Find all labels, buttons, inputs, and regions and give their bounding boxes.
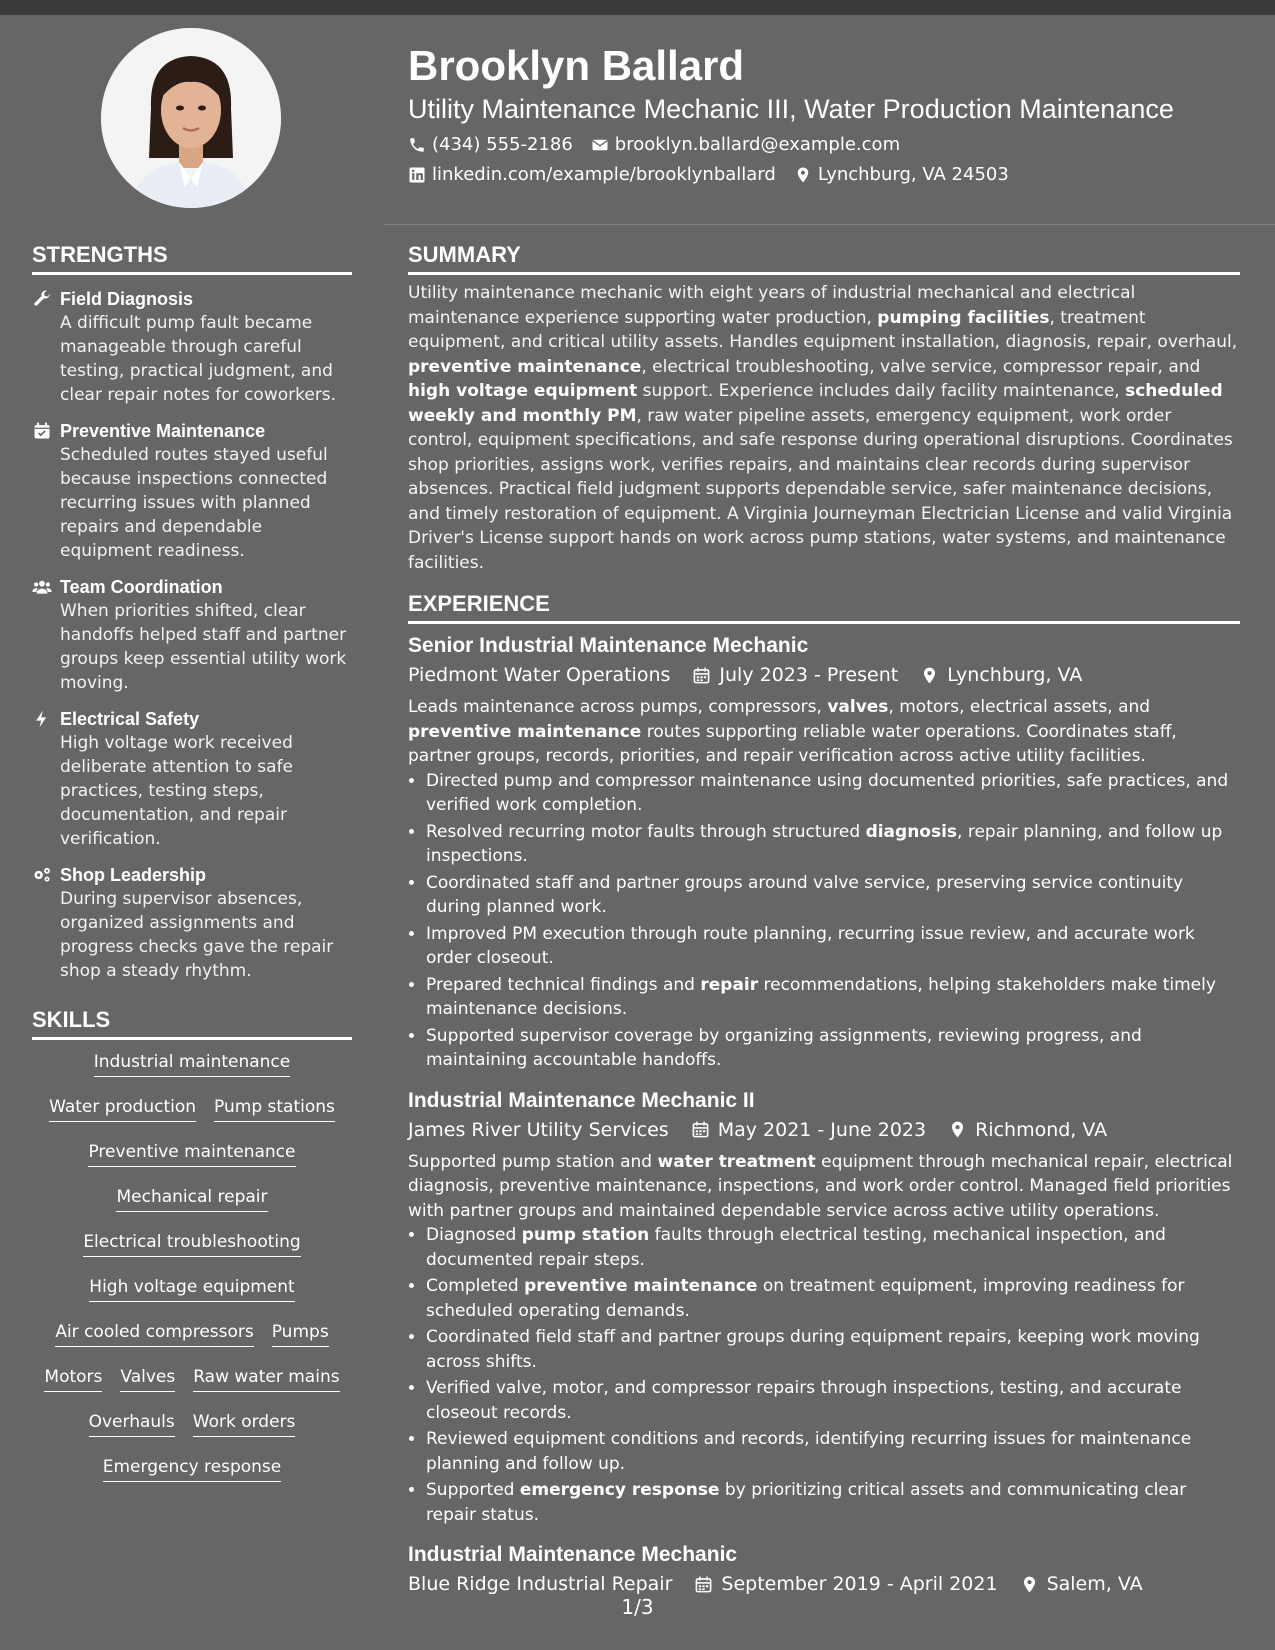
strength-item (32, 707, 352, 851)
job-dates: July 2023 - Present (719, 664, 899, 686)
text-segment: Coordinated staff and partner groups around valve service, preserving service continuity during planned work. (426, 872, 1184, 917)
skill-row (32, 1095, 352, 1140)
bold-keyword: pump station (521, 1225, 650, 1245)
strength-body (60, 419, 352, 563)
map-pin-icon (948, 1120, 967, 1139)
strength-title: Team Coordination (60, 577, 223, 597)
job-title: Industrial Maintenance Mechanic (408, 1543, 738, 1566)
phone-text: (434) 555-2186 (432, 134, 573, 155)
strength-description: A difficult pump fault became manageable through careful testing, practical judgment, and clear repair notes for coworkers. (60, 313, 337, 405)
skill-row (32, 1410, 352, 1455)
skill-row (32, 1365, 352, 1410)
job-bullet (426, 1274, 1240, 1323)
map-pin-icon (1020, 1575, 1039, 1594)
job-meta (408, 1117, 1240, 1143)
bold-keyword: preventive maintenance (408, 356, 642, 377)
resume-header (408, 40, 1248, 186)
skills-heading: SKILLS (32, 1005, 352, 1040)
phone-contact[interactable] (408, 134, 573, 156)
skill-tag: Water production (49, 1095, 196, 1122)
text-segment: recommendations, helping stakeholders make timely maintenance decisions. (426, 974, 1216, 1019)
text-segment: Supported (426, 1480, 520, 1500)
strength-body (60, 287, 352, 407)
text-segment: by prioritizing critical assets and communicating clear repair status. (426, 1480, 1187, 1525)
text-segment: Directed pump and compressor maintenance using documented priorities, safe practices, and verified work completion. (426, 770, 1229, 815)
experience-heading: EXPERIENCE (408, 589, 1240, 624)
text-segment: on treatment equipment, improving readiness for scheduled operating demands. (426, 1276, 1185, 1321)
text-segment: Supported supervisor coverage by organizing assignments, reviewing progress, and maintaining accountable handoffs. (426, 1025, 1142, 1070)
contact-row-2 (408, 164, 1248, 186)
email-contact[interactable] (591, 134, 900, 156)
job-location: Richmond, VA (975, 1118, 1108, 1141)
job-company: James River Utility Services (408, 1118, 669, 1141)
job-bullet (426, 1223, 1240, 1272)
text-segment: , raw water pipeline assets, emergency equipment, work order control, equipment specifications, and safe response during operational disruptions. Coordinates shop priorities, assigns work, verifies repairs, and maintains clear records during supervisor absences. Practical field judgment supports dependable service, safer maintenance decisions, and timely restoration of equipment. A Virginia Journeyman Electrician License and valid Virginia Driver's License support hands on work across pump stations, water systems, and maintenance facilities. (408, 405, 1233, 573)
bold-keyword: scheduled weekly and monthly PM (408, 381, 1223, 426)
strength-icon-wrap (32, 289, 60, 407)
text-segment: routes supporting reliable water operations. Coordinates staff, partner groups, records, priorities, and repair verification across active utility facilities. (408, 721, 1177, 766)
sidebar (32, 240, 352, 1500)
text-segment: Prepared technical findings and (426, 974, 701, 995)
job-bullet (426, 922, 1240, 971)
bold-keyword: preventive maintenance (524, 1276, 758, 1296)
strength-item (32, 863, 352, 983)
skill-tag: Pump stations (214, 1095, 335, 1122)
job-company: Piedmont Water Operations (408, 664, 671, 686)
bold-keyword: repair (700, 974, 759, 995)
text-segment: Completed (426, 1276, 525, 1296)
bold-keyword: water treatment (657, 1151, 816, 1172)
candidate-name: Brooklyn Ballard (408, 42, 745, 89)
skill-tag: Emergency response (103, 1455, 282, 1482)
text-segment: Supported pump station and (408, 1151, 658, 1172)
contact-row-1 (408, 134, 1248, 156)
calendar-icon (691, 1120, 710, 1139)
job-description (408, 695, 1240, 769)
job-entry (408, 1087, 1240, 1528)
skill-tag: Industrial maintenance (94, 1050, 291, 1077)
skill-row (32, 1140, 352, 1185)
job-company: Blue Ridge Industrial Repair (408, 1573, 673, 1595)
skill-tag: Preventive maintenance (88, 1140, 295, 1167)
experience-list (408, 632, 1240, 1597)
page-indicator: 1/3 (621, 1595, 654, 1619)
job-entry (408, 632, 1240, 1073)
job-dates: May 2021 - June 2023 (717, 1118, 927, 1141)
bold-keyword: pumping facilities (877, 307, 1050, 328)
job-entry (408, 1541, 1240, 1597)
text-segment: , motors, electrical assets, and (888, 697, 1151, 717)
text-segment: Coordinated field staff and partner groups during equipment repairs, keeping work moving across shifts. (426, 1327, 1200, 1372)
strength-icon-wrap (32, 709, 60, 851)
job-bullet (426, 871, 1240, 920)
skill-row (32, 1320, 352, 1365)
skill-row (32, 1275, 352, 1320)
text-segment: , repair planning, and follow up inspections. (426, 821, 1223, 866)
bolt-icon (32, 709, 52, 729)
text-segment: faults through electrical testing, mechanical inspection, and documented repair steps. (426, 1225, 1166, 1270)
bold-keyword: emergency response (519, 1480, 720, 1500)
skill-tag: Overhauls (89, 1410, 175, 1437)
skill-tag: Motors (44, 1365, 102, 1392)
job-location: Lynchburg, VA (947, 664, 1083, 686)
text-segment: , electrical troubleshooting, valve service, compressor repair, and (641, 356, 1201, 377)
calendar-icon (694, 1575, 713, 1594)
calendar-check-icon (32, 421, 52, 441)
job-location: Salem, VA (1046, 1573, 1143, 1595)
job-bullet (426, 769, 1240, 818)
bold-keyword: valves (827, 697, 889, 717)
profile-photo (101, 28, 281, 208)
strength-title: Shop Leadership (60, 865, 207, 885)
text-segment: Leads maintenance across pumps, compressors, (408, 697, 828, 717)
skill-tag: High voltage equipment (89, 1275, 294, 1302)
job-bullet (426, 1427, 1240, 1476)
skill-tag: Valves (120, 1365, 175, 1392)
text-segment: Utility maintenance mechanic with eight years of industrial mechanical and electrical maintenance experience supporting water production, (408, 283, 1136, 328)
job-bullet (426, 1376, 1240, 1425)
skill-tag: Raw water mains (193, 1365, 339, 1392)
strength-description: When priorities shifted, clear handoffs helped staff and partner groups keep essential utility work moving. (60, 601, 347, 693)
job-bullet (426, 973, 1240, 1022)
location-contact (794, 164, 1009, 186)
job-bullet (426, 1024, 1240, 1073)
job-title: Senior Industrial Maintenance Mechanic (408, 634, 809, 657)
skill-tag: Mechanical repair (116, 1185, 267, 1212)
job-description (408, 1150, 1240, 1224)
skills-list (32, 1050, 352, 1500)
text-segment: Resolved recurring motor faults through structured (426, 821, 866, 842)
strength-icon-wrap (32, 865, 60, 983)
skill-row (32, 1230, 352, 1275)
candidate-title: Utility Maintenance Mechanic III, Water Production Maintenance (408, 94, 1174, 124)
strength-description: High voltage work received deliberate attention to safe practices, testing steps, documentation, and repair verification. (60, 733, 294, 849)
gears-icon (32, 865, 52, 885)
strength-description: Scheduled routes stayed useful because inspections connected recurring issues with planned repairs and dependable equipment readiness. (60, 445, 328, 561)
users-icon (32, 577, 52, 597)
location-text: Lynchburg, VA 24503 (817, 164, 1009, 185)
bold-keyword: diagnosis (865, 821, 958, 842)
skill-row (32, 1455, 352, 1500)
header-divider (383, 224, 1275, 225)
skill-row (32, 1050, 352, 1095)
skill-tag: Air cooled compressors (55, 1320, 253, 1347)
strength-description: During supervisor absences, organized assignments and progress checks gave the repair shop a steady rhythm. (60, 889, 334, 981)
text-segment: Diagnosed (426, 1225, 522, 1245)
strengths-heading: STRENGTHS (32, 240, 352, 275)
job-bullet (426, 1325, 1240, 1374)
strength-title: Field Diagnosis (60, 289, 194, 309)
main-column (408, 240, 1240, 1597)
strength-icon-wrap (32, 577, 60, 695)
email-text: brooklyn.ballard@example.com (614, 134, 901, 155)
map-pin-icon (920, 666, 939, 685)
job-title: Industrial Maintenance Mechanic II (408, 1088, 755, 1112)
job-meta (408, 662, 1240, 688)
strength-title: Preventive Maintenance (60, 421, 266, 441)
text-segment: Reviewed equipment conditions and records, identifying recurring issues for maintenance planning and follow up. (426, 1429, 1192, 1474)
job-bullets (408, 769, 1240, 1073)
job-bullet (426, 820, 1240, 869)
strengths-list (32, 287, 352, 983)
text-segment: Improved PM execution through route planning, recurring issue review, and accurate work order closeout. (426, 923, 1195, 968)
wrench-icon (32, 289, 52, 309)
text-segment: Verified valve, motor, and compressor repairs through inspections, testing, and accurate closeout records. (426, 1378, 1182, 1423)
strength-icon-wrap (32, 421, 60, 563)
text-segment: equipment through mechanical repair, electrical diagnosis, preventive maintenance, inspections, and work order control. Managed field priorities with partner groups and maintained dependable service across active utility operations. (408, 1151, 1233, 1221)
job-bullets (408, 1223, 1240, 1527)
skill-row (32, 1185, 352, 1230)
skill-tag: Electrical troubleshooting (83, 1230, 300, 1257)
linkedin-text: linkedin.com/example/brooklynballard (432, 164, 776, 185)
skill-tag: Work orders (193, 1410, 296, 1437)
bold-keyword: preventive maintenance (408, 721, 642, 742)
bold-keyword: high voltage equipment (408, 381, 638, 401)
linkedin-icon (408, 166, 426, 184)
strength-body (60, 863, 352, 983)
strength-body (60, 707, 352, 851)
strength-item (32, 575, 352, 695)
strength-item (32, 287, 352, 407)
envelope-icon (591, 136, 609, 154)
summary-heading: SUMMARY (408, 240, 1240, 275)
strength-title: Electrical Safety (60, 709, 200, 729)
phone-icon (408, 136, 426, 154)
text-segment: , treatment equipment, and critical utility assets. Handles equipment installation, diagnosis, repair, overhaul, (408, 307, 1238, 352)
job-bullet (426, 1478, 1240, 1527)
calendar-icon (692, 666, 711, 685)
text-segment: support. Experience includes daily facility maintenance, (637, 381, 1126, 401)
strength-body (60, 575, 352, 695)
skill-tag: Pumps (272, 1320, 329, 1347)
linkedin-contact[interactable] (408, 164, 776, 186)
summary-text (408, 281, 1240, 575)
top-bar (0, 0, 1275, 15)
job-dates: September 2019 - April 2021 (721, 1573, 998, 1595)
map-pin-icon (794, 166, 812, 184)
strength-item (32, 419, 352, 563)
